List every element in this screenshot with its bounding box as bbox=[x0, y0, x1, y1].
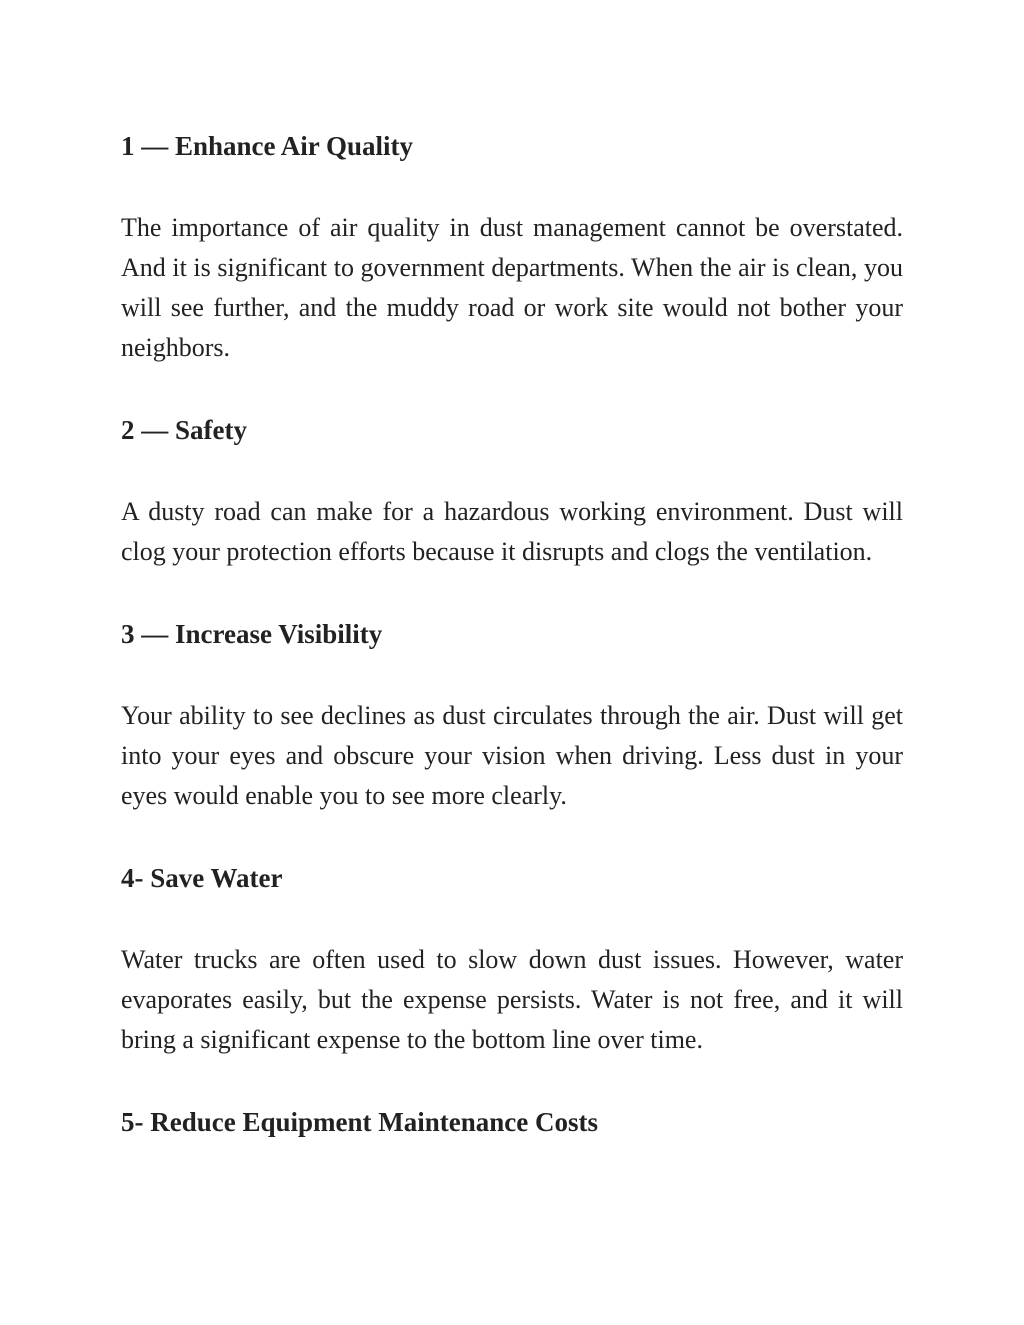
section-1-heading: 1 — Enhance Air Quality bbox=[121, 131, 414, 161]
section-2-body: A dusty road can make for a hazardous working environment. Dust will clog your protection efforts because it disrupts and clogs the ventilation. bbox=[121, 497, 903, 566]
section-4-heading: 4- Save Water bbox=[121, 863, 283, 893]
section-2-heading: 2 — Safety bbox=[121, 415, 247, 445]
section-3-body: Your ability to see declines as dust circulates through the air. Dust will get into your eyes and obscure your vision when driving. Less dust in your eyes would enable you to see more clearly. bbox=[121, 701, 903, 810]
section-1-body: The importance of air quality in dust management cannot be overstated. And it is significant to government departments. When the air is clean, you will see further, and the muddy road or work site would not bother your neighbors. bbox=[121, 213, 903, 362]
document-page bbox=[121, 128, 903, 1140]
section-5-heading: 5- Reduce Equipment Maintenance Costs bbox=[121, 1107, 598, 1137]
section-3-heading: 3 — Increase Visibility bbox=[121, 619, 383, 649]
section-4-body: Water trucks are often used to slow down dust issues. However, water evaporates easily, but the expense persists. Water is not free, and it will bring a significant expense to the bottom line over time. bbox=[121, 945, 903, 1054]
